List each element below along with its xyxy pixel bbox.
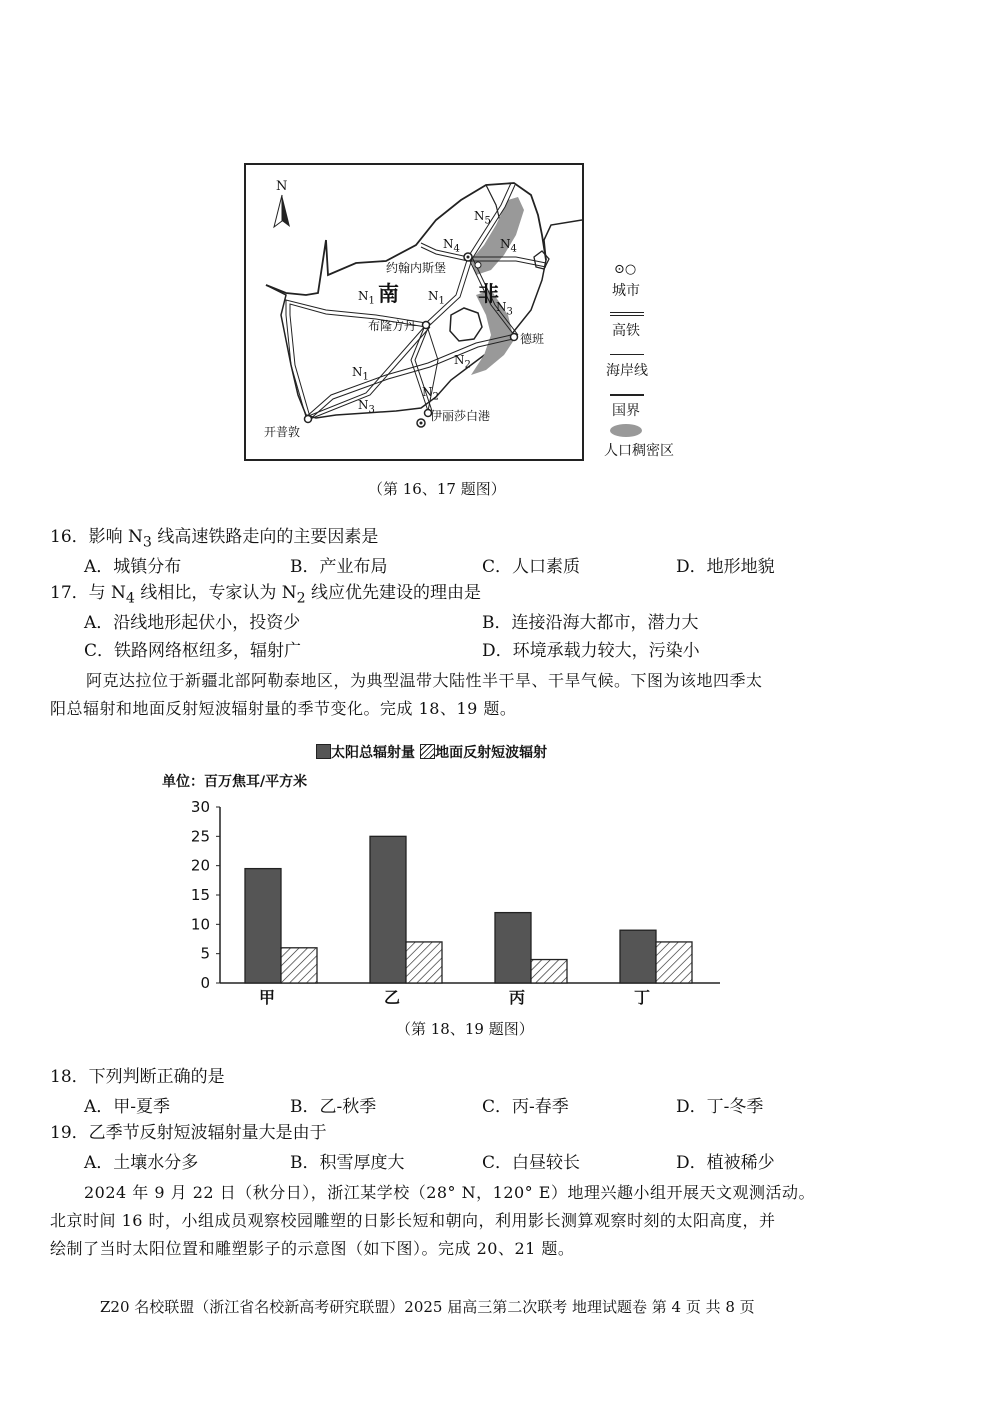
- border-symbol-icon: [610, 394, 644, 396]
- q17-option-b[interactable]: B．连接沿海大都市，潜力大: [482, 613, 699, 633]
- legend-label-solar: 太阳总辐射量: [331, 745, 415, 761]
- legend-swatch-reflected: [420, 744, 435, 759]
- y-tick-label: 25: [190, 827, 210, 846]
- question-16-stem: 16．影响 $N_3$ 线高速铁路走向的主要因素是: [50, 527, 379, 551]
- y-tick-label: 0: [200, 974, 210, 992]
- x-tick-label: 丁: [633, 988, 651, 1007]
- legend-city: 城市: [612, 283, 640, 299]
- passage-1-line-1: 阿克达拉位于新疆北部阿勒泰地区，为典型温带大陆性半干旱、干旱气候。下图为该地四季太: [86, 671, 763, 690]
- bar-reflected-丙: [531, 960, 567, 983]
- q19-option-d[interactable]: D．植被稀少: [676, 1153, 775, 1173]
- passage-2-line-3: 绘制了当时太阳位置和雕塑影子的示意图（如下图）。完成 20、21 题。: [50, 1239, 575, 1258]
- line-label-n2-east: $N_2$: [454, 353, 471, 371]
- city-bloemfontein: 布隆方丹: [368, 319, 417, 333]
- country-label-south: 南: [378, 281, 399, 306]
- line-label-n1-mid: $N_1$: [428, 289, 445, 307]
- legend-swatch-solar: [316, 744, 331, 759]
- south-africa-map: [244, 163, 584, 461]
- city-port-elizabeth: 伊丽莎白港: [430, 409, 491, 423]
- line-label-n2-south: $N_2$: [422, 385, 439, 403]
- bar-reflected-丁: [656, 942, 692, 983]
- question-19-stem: 19．乙季节反射短波辐射量大是由于: [50, 1123, 327, 1143]
- bar-reflected-甲: [281, 948, 317, 983]
- y-tick-label: 5: [200, 944, 210, 963]
- q19-option-b[interactable]: B．积雪厚度大: [290, 1153, 405, 1173]
- dense-area-symbol-icon: [610, 424, 642, 437]
- map-caption: （第 16、17 题图）: [368, 480, 506, 498]
- question-18-stem: 18．下列判断正确的是: [50, 1067, 225, 1087]
- bar-solar-乙: [370, 836, 406, 983]
- q19-option-c[interactable]: C．白昼较长: [482, 1153, 581, 1173]
- chart-legend: [316, 742, 547, 762]
- north-label: N: [276, 179, 288, 194]
- line-label-n5: $N_5$: [474, 209, 491, 227]
- line-label-n3-a: $N_3$: [496, 300, 513, 318]
- q18-option-c[interactable]: C．丙-春季: [482, 1097, 569, 1117]
- q16-option-c[interactable]: C．人口素质: [482, 557, 581, 577]
- q17-option-a[interactable]: A．沿线地形起伏小，投资少: [84, 613, 301, 633]
- city-durban: 德班: [520, 332, 545, 346]
- legend-coast: 海岸线: [606, 363, 648, 379]
- map-drawing: [246, 165, 582, 459]
- q19-option-a[interactable]: A．土壤水分多: [84, 1153, 199, 1173]
- line-label-n1-south: $N_1$: [352, 365, 369, 383]
- bar-solar-丙: [495, 913, 531, 983]
- lesotho-border: [450, 308, 482, 341]
- y-tick-label: 15: [190, 886, 210, 904]
- bar-solar-丁: [620, 930, 656, 983]
- legend-label-reflected: 地面反射短波辐射: [435, 745, 548, 761]
- coast-symbol-icon: [610, 354, 644, 355]
- legend-rail: 高铁: [612, 323, 640, 339]
- line-label-n4-east: $N_4$: [500, 237, 517, 255]
- question-17-stem: 17．与 $N_4$ 线相比，专家认为 $N_2$ 线应优先建设的理由是: [50, 583, 482, 607]
- radiation-chart: [180, 795, 740, 1010]
- q16-option-d[interactable]: D．地形地貌: [676, 557, 775, 577]
- q17-option-d[interactable]: D．环境承载力较大，污染小: [482, 641, 700, 661]
- north-arrow-icon: [274, 195, 290, 227]
- line-label-n1-west: $N_1$: [358, 289, 375, 307]
- passage-2-line-2: 北京时间 16 时，小组成员观察校园雕塑的日影长短和朝向，利用影长测算观察时刻的太阳高度，并: [50, 1211, 776, 1230]
- legend-border: 国界: [612, 403, 640, 419]
- q16-option-b[interactable]: B．产业布局: [290, 557, 388, 577]
- legend-dense: 人口稠密区: [604, 443, 674, 459]
- line-label-n3-b: $N_3$: [358, 398, 375, 416]
- passage-2-line-1: 2024 年 9 月 22 日（秋分日），浙江某学校（28° N，120° E）地理兴趣小组开展天文观测活动。: [84, 1183, 815, 1202]
- city-symbol-icon: ⊙○: [614, 262, 637, 277]
- y-tick-label: 20: [190, 856, 210, 875]
- chart-caption: （第 18、19 题图）: [396, 1020, 534, 1038]
- q16-option-a[interactable]: A．城镇分布: [84, 557, 182, 577]
- q17-option-c[interactable]: C．铁路网络枢纽多，辐射广: [84, 641, 302, 661]
- chart-unit: 单位：百万焦耳/平方米: [162, 774, 308, 790]
- city-cape-town: 开普敦: [264, 425, 301, 439]
- rail-symbol-icon: [610, 312, 644, 316]
- q18-option-d[interactable]: D．丁-冬季: [676, 1097, 764, 1117]
- q18-option-a[interactable]: A．甲-夏季: [84, 1097, 171, 1117]
- page-footer: Z20 名校联盟（浙江省名校新高考研究联盟）2025 届高三第二次联考 地理试题卷 第 4 页 共 8 页: [100, 1298, 755, 1316]
- y-tick-label: 30: [190, 798, 210, 816]
- x-tick-label: 丙: [508, 988, 526, 1007]
- city-johannesburg: 约翰内斯堡: [386, 261, 447, 275]
- bar-reflected-乙: [406, 942, 442, 983]
- q18-option-b[interactable]: B．乙-秋季: [290, 1097, 377, 1117]
- x-tick-label: 甲: [258, 988, 276, 1007]
- x-tick-label: 乙: [383, 988, 401, 1007]
- line-label-n4-west: $N_4$: [443, 237, 460, 255]
- bar-solar-甲: [245, 869, 281, 983]
- y-tick-label: 10: [190, 915, 210, 934]
- passage-1-line-2: 阳总辐射和地面反射短波辐射量的季节变化。完成 18、19 题。: [50, 699, 517, 718]
- country-label-africa: 非: [478, 281, 499, 306]
